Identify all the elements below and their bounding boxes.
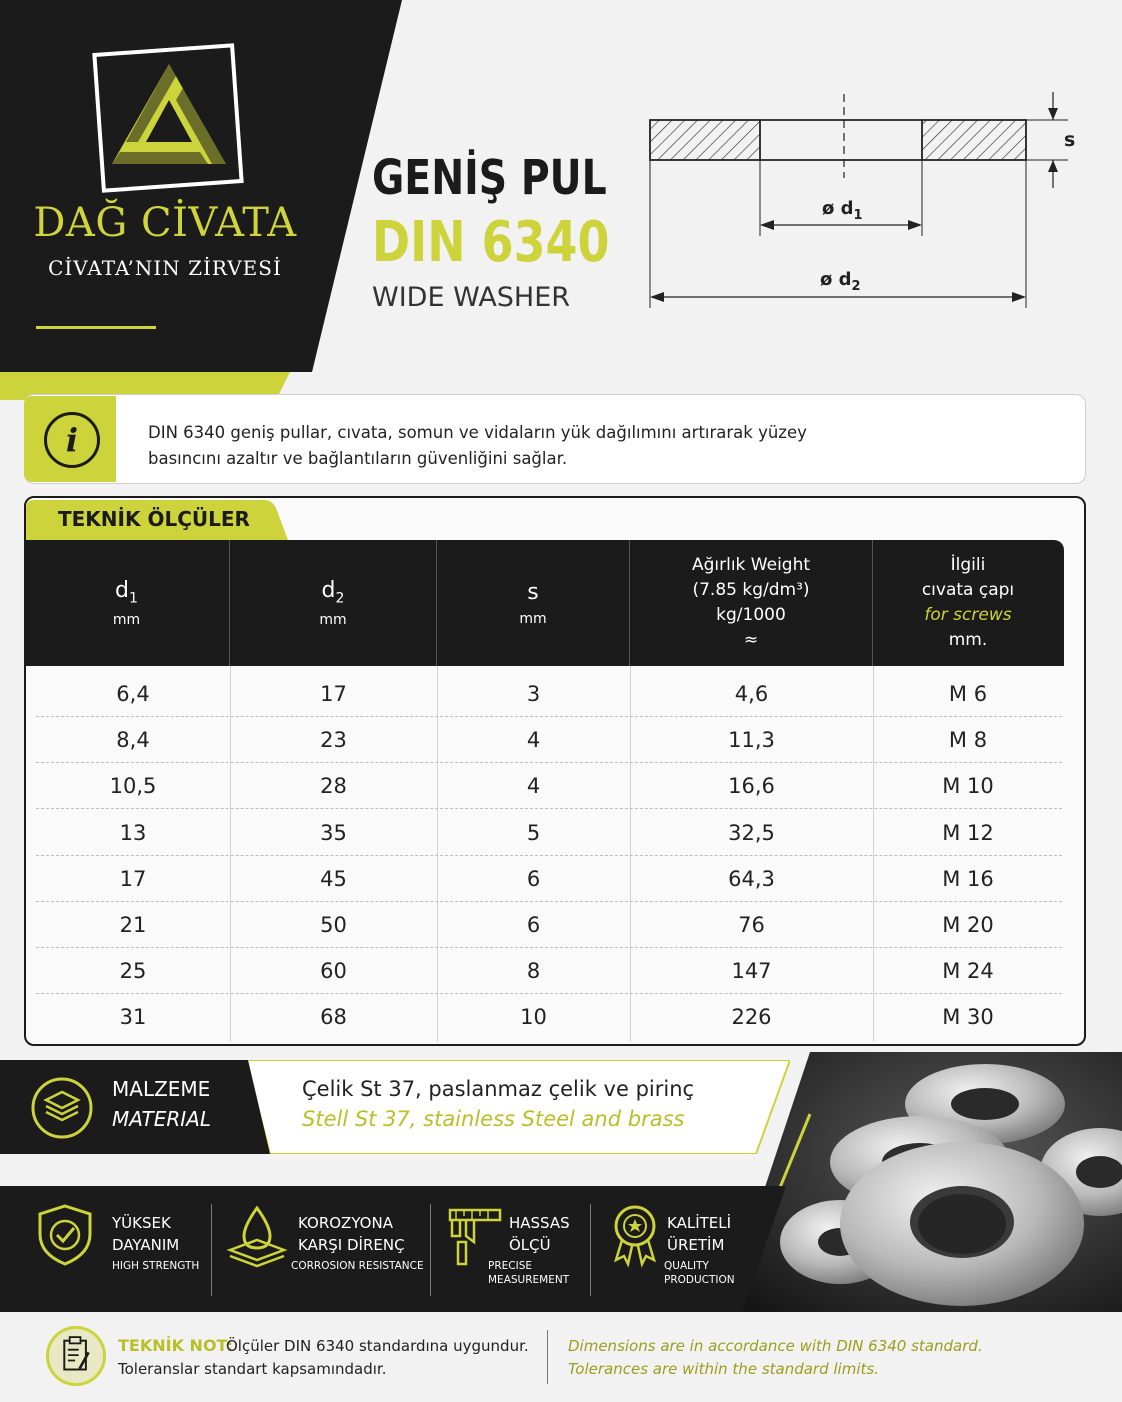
info-text: DIN 6340 geniş pullar, cıvata, somun ve vidaların yük dağılımını artırarak yüzey basıncını azaltır ve bağlantıların güvenliğini sağlar. bbox=[148, 423, 807, 468]
cell-weight: 11,3 bbox=[728, 728, 775, 753]
cell-s: 10 bbox=[520, 1005, 547, 1030]
brand-underline bbox=[36, 326, 156, 329]
product-title-english: WIDE WASHER bbox=[372, 282, 571, 313]
material-value: Çelik St 37, paslanmaz çelik ve pirinç bbox=[302, 1077, 695, 1101]
cell-s: 5 bbox=[526, 820, 541, 845]
dimension-label-s: s bbox=[1064, 129, 1076, 151]
water-drop-icon bbox=[226, 1202, 288, 1268]
feature-subtitle: QUALITY bbox=[664, 1260, 709, 1272]
table-row bbox=[36, 810, 1062, 856]
feature-title: KALİTELİ bbox=[667, 1214, 732, 1232]
section-title: TEKNİK ÖLÇÜLER bbox=[58, 507, 250, 531]
cell-d1: 17 bbox=[119, 866, 147, 891]
material-label: MALZEME bbox=[112, 1077, 211, 1101]
cell-d1: 13 bbox=[119, 820, 147, 845]
cell-screw: M 12 bbox=[942, 820, 994, 845]
cell-d2: 60 bbox=[320, 959, 347, 984]
brand-slogan: CİVATA’NIN ZİRVESİ bbox=[48, 256, 282, 280]
material-value-english: Stell St 37, stainless Steel and brass bbox=[302, 1107, 685, 1131]
cell-d2: 28 bbox=[320, 774, 347, 799]
table-row bbox=[36, 948, 1062, 994]
brand-name: DAĞ CİVATA bbox=[33, 200, 297, 246]
product-standard: DIN 6340 bbox=[372, 210, 610, 275]
feature-title: ÜRETİM bbox=[667, 1236, 725, 1254]
feature-title: KARŞI DİRENÇ bbox=[298, 1236, 405, 1254]
cell-d2: 50 bbox=[320, 913, 347, 937]
footer-divider bbox=[547, 1330, 548, 1384]
feature-title: ÖLÇÜ bbox=[509, 1236, 551, 1254]
cell-screw: M 30 bbox=[942, 1005, 994, 1030]
cell-d1: 21 bbox=[119, 913, 147, 937]
cell-weight: 32,5 bbox=[728, 820, 775, 845]
cell-d1: 25 bbox=[119, 959, 147, 984]
column-header-d2: $d_2$ mm bbox=[230, 540, 437, 666]
feature-divider bbox=[211, 1204, 212, 1296]
shield-check-icon bbox=[34, 1202, 96, 1268]
cell-s: 8 bbox=[526, 959, 541, 984]
cell-weight: 226 bbox=[731, 1005, 772, 1030]
column-header-d1: $d_1$ mm bbox=[24, 540, 230, 666]
column-header-weight: Ağırlık Weight (7.85 kg/dm³) kg/1000 ≈ bbox=[630, 540, 873, 666]
cell-s: 3 bbox=[526, 682, 541, 706]
cell-d2: 35 bbox=[320, 820, 347, 845]
clipboard-icon bbox=[46, 1326, 106, 1386]
technical-note-text: Ölçüler DIN 6340 standardına uygundur. bbox=[226, 1337, 529, 1355]
cell-d2: 68 bbox=[320, 1005, 347, 1030]
info-icon: i bbox=[44, 412, 100, 468]
table-row bbox=[36, 763, 1062, 809]
cell-screw: M 24 bbox=[942, 959, 994, 984]
cell-d1: 10,5 bbox=[109, 774, 157, 799]
dimension-label-d1: ø $d_1$ bbox=[822, 198, 863, 223]
feature-subtitle: MEASUREMENT bbox=[488, 1274, 570, 1286]
cell-weight: 147 bbox=[731, 959, 772, 984]
table-row bbox=[36, 717, 1062, 763]
cell-screw: M 8 bbox=[948, 728, 988, 753]
cell-d1: 8,4 bbox=[116, 728, 150, 753]
cell-d1: 31 bbox=[119, 1005, 147, 1030]
table-row bbox=[36, 671, 1062, 717]
cell-screw: M 16 bbox=[942, 866, 994, 891]
technical-note-english: Tolerances are within the standard limits. bbox=[568, 1360, 879, 1378]
cell-d2: 23 bbox=[320, 728, 347, 753]
cell-screw: M 20 bbox=[942, 913, 994, 937]
cell-screw: M 6 bbox=[948, 682, 988, 706]
cell-d1: 6,4 bbox=[116, 682, 150, 706]
technical-note-label: TEKNİK NOT: bbox=[118, 1336, 233, 1355]
cell-weight: 16,6 bbox=[728, 774, 775, 799]
feature-subtitle: HIGH STRENGTH bbox=[112, 1260, 200, 1272]
column-header-screw: İlgili cıvata çapı for screws mm. bbox=[921, 555, 1015, 650]
feature-subtitle: PRECISE bbox=[488, 1260, 532, 1272]
quality-badge-icon bbox=[606, 1202, 668, 1268]
product-title: GENİŞ PUL bbox=[372, 150, 607, 206]
table-row bbox=[36, 856, 1062, 902]
cell-d2: 17 bbox=[320, 682, 347, 706]
feature-title: KOROZYONA bbox=[298, 1214, 393, 1232]
feature-subtitle: PRODUCTION bbox=[664, 1274, 735, 1286]
cell-screw: M 10 bbox=[942, 774, 994, 799]
washer-technical-drawing bbox=[640, 88, 1100, 318]
technical-note-text: Toleranslar standart kapsamındadır. bbox=[118, 1360, 387, 1378]
technical-note-english: Dimensions are in accordance with DIN 6340 standard. bbox=[568, 1337, 983, 1355]
cell-s: 4 bbox=[526, 728, 541, 753]
table-row bbox=[36, 902, 1062, 948]
layers-icon bbox=[30, 1076, 94, 1140]
cell-s: 6 bbox=[526, 913, 541, 937]
feature-title: DAYANIM bbox=[112, 1236, 180, 1254]
feature-title: HASSAS bbox=[509, 1214, 570, 1232]
table-row bbox=[36, 994, 1062, 1040]
dimension-label-d2: ø $d_2$ bbox=[820, 269, 861, 294]
logo-triangle-icon bbox=[108, 60, 230, 168]
column-header-s: s mm bbox=[437, 540, 630, 666]
feature-title: YÜKSEK bbox=[112, 1214, 171, 1232]
cell-s: 4 bbox=[526, 774, 541, 799]
feature-subtitle: CORROSION RESISTANCE bbox=[291, 1260, 424, 1272]
cell-weight: 64,3 bbox=[728, 866, 775, 891]
material-label-english: MATERIAL bbox=[112, 1107, 211, 1131]
cell-s: 6 bbox=[526, 866, 541, 891]
cell-weight: 4,6 bbox=[734, 682, 769, 706]
feature-divider bbox=[590, 1204, 591, 1296]
feature-divider bbox=[430, 1204, 431, 1296]
cell-d2: 45 bbox=[320, 866, 347, 891]
cell-weight: 76 bbox=[738, 913, 765, 937]
